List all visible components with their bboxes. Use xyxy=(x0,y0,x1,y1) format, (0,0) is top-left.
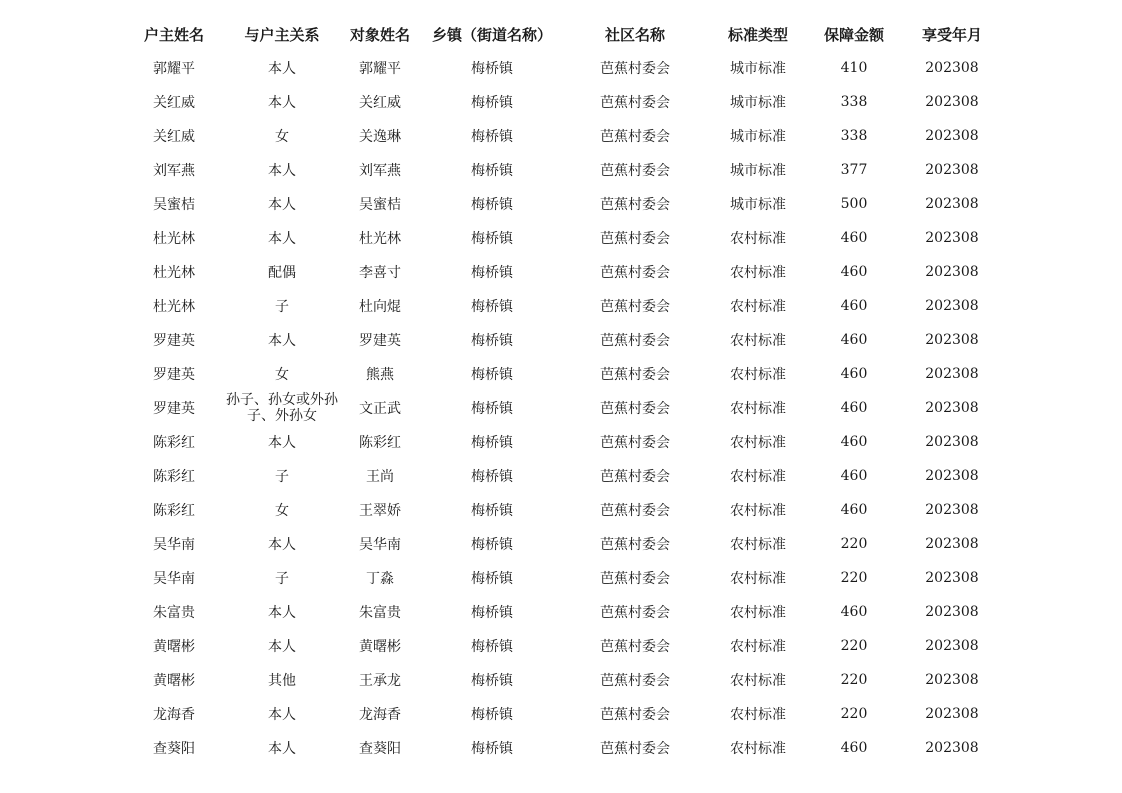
table-row xyxy=(120,731,1002,765)
community-cell: 芭蕉村委会 xyxy=(600,129,670,145)
community-cell: 芭蕉村委会 xyxy=(600,61,670,77)
relationship-cell: 本人 xyxy=(268,537,296,553)
recipient-name-cell: 朱富贵 xyxy=(359,605,401,621)
recipient-name-cell: 杜向焜 xyxy=(359,299,401,315)
table-row xyxy=(120,391,1002,425)
township-cell: 梅桥镇 xyxy=(471,231,513,247)
standard-type-cell: 农村标准 xyxy=(730,503,786,519)
standard-type-cell: 农村标准 xyxy=(730,741,786,757)
allowance-amount-cell: 460 xyxy=(840,298,868,314)
standard-type-cell: 城市标准 xyxy=(730,197,786,213)
header-household-head-name: 户主姓名 xyxy=(143,25,204,44)
standard-type-cell: 农村标准 xyxy=(730,639,786,655)
standard-type-cell: 农村标准 xyxy=(730,401,786,417)
allowance-amount-cell: 220 xyxy=(840,706,868,722)
benefit-month-cell: 202308 xyxy=(925,94,979,110)
allowance-amount-cell: 460 xyxy=(840,230,868,246)
allowance-amount-cell: 460 xyxy=(840,604,868,620)
table-row xyxy=(120,255,1002,289)
relationship-cell: 配偶 xyxy=(268,265,296,281)
community-cell: 芭蕉村委会 xyxy=(600,333,670,349)
recipient-name-cell: 刘军燕 xyxy=(359,163,401,179)
relationship-cell: 本人 xyxy=(268,707,296,723)
community-cell: 芭蕉村委会 xyxy=(600,265,670,281)
benefit-month-cell: 202308 xyxy=(925,332,979,348)
table-row xyxy=(120,187,1002,221)
township-cell: 梅桥镇 xyxy=(471,673,513,689)
township-cell: 梅桥镇 xyxy=(471,129,513,145)
community-cell: 芭蕉村委会 xyxy=(600,673,670,689)
standard-type-cell: 农村标准 xyxy=(730,537,786,553)
relationship-cell: 女 xyxy=(275,367,289,383)
allowance-amount-cell: 220 xyxy=(840,536,868,552)
township-cell: 梅桥镇 xyxy=(471,95,513,111)
benefit-month-cell: 202308 xyxy=(925,128,979,144)
benefit-month-cell: 202308 xyxy=(925,706,979,722)
standard-type-cell: 农村标准 xyxy=(730,673,786,689)
household-head-name-cell: 陈彩红 xyxy=(153,435,195,451)
standard-type-cell: 农村标准 xyxy=(730,299,786,315)
table-row xyxy=(120,697,1002,731)
allowance-amount-cell: 460 xyxy=(840,264,868,280)
allowance-amount-cell: 338 xyxy=(840,128,868,144)
household-head-name-cell: 黄曙彬 xyxy=(153,639,195,655)
benefit-month-cell: 202308 xyxy=(925,502,979,518)
community-cell: 芭蕉村委会 xyxy=(600,605,670,621)
table-row xyxy=(120,493,1002,527)
community-cell: 芭蕉村委会 xyxy=(600,707,670,723)
table-row xyxy=(120,425,1002,459)
table-row xyxy=(120,323,1002,357)
allowance-amount-cell: 460 xyxy=(840,434,868,450)
household-head-name-cell: 罗建英 xyxy=(153,333,195,349)
benefit-month-cell: 202308 xyxy=(925,672,979,688)
community-cell: 芭蕉村委会 xyxy=(600,639,670,655)
allowance-amount-cell: 410 xyxy=(840,60,868,76)
recipient-name-cell: 陈彩红 xyxy=(359,435,401,451)
allowance-table xyxy=(120,17,1002,765)
allowance-amount-cell: 460 xyxy=(840,366,868,382)
benefit-month-cell: 202308 xyxy=(925,604,979,620)
township-cell: 梅桥镇 xyxy=(471,537,513,553)
township-cell: 梅桥镇 xyxy=(471,163,513,179)
benefit-month-cell: 202308 xyxy=(925,230,979,246)
benefit-month-cell: 202308 xyxy=(925,536,979,552)
household-head-name-cell: 关红威 xyxy=(153,129,195,145)
relationship-cell: 本人 xyxy=(268,639,296,655)
household-head-name-cell: 龙海香 xyxy=(153,707,195,723)
household-head-name-cell: 朱富贵 xyxy=(153,605,195,621)
household-head-name-cell: 杜光林 xyxy=(153,299,195,315)
household-head-name-cell: 吴华南 xyxy=(153,571,195,587)
allowance-amount-cell: 460 xyxy=(840,502,868,518)
header-relationship: 与户主关系 xyxy=(244,25,320,44)
header-standard-type: 标准类型 xyxy=(727,25,788,44)
recipient-name-cell: 王承龙 xyxy=(359,673,401,689)
header-allowance-amount: 保障金额 xyxy=(823,25,884,44)
allowance-amount-cell: 338 xyxy=(840,94,868,110)
recipient-name-cell: 关红威 xyxy=(359,95,401,111)
table-row xyxy=(120,459,1002,493)
table-row xyxy=(120,85,1002,119)
table-row xyxy=(120,51,1002,85)
household-head-name-cell: 杜光林 xyxy=(153,231,195,247)
benefit-month-cell: 202308 xyxy=(925,740,979,756)
standard-type-cell: 城市标准 xyxy=(730,163,786,179)
allowance-amount-cell: 500 xyxy=(840,196,868,212)
benefit-month-cell: 202308 xyxy=(925,468,979,484)
township-cell: 梅桥镇 xyxy=(471,605,513,621)
allowance-amount-cell: 460 xyxy=(840,740,868,756)
benefit-month-cell: 202308 xyxy=(925,196,979,212)
community-cell: 芭蕉村委会 xyxy=(600,95,670,111)
header-row xyxy=(120,17,1002,51)
recipient-name-cell: 关逸琳 xyxy=(359,129,401,145)
benefit-month-cell: 202308 xyxy=(925,366,979,382)
community-cell: 芭蕉村委会 xyxy=(600,503,670,519)
household-head-name-cell: 查葵阳 xyxy=(153,741,195,757)
benefit-month-cell: 202308 xyxy=(925,638,979,654)
header-recipient-name: 对象姓名 xyxy=(349,25,410,44)
header-township: 乡镇（街道名称） xyxy=(431,25,552,44)
allowance-amount-cell: 220 xyxy=(840,672,868,688)
benefit-month-cell: 202308 xyxy=(925,264,979,280)
recipient-name-cell: 王尚 xyxy=(366,469,394,485)
household-head-name-cell: 吴蜜桔 xyxy=(153,197,195,213)
table-row xyxy=(120,527,1002,561)
recipient-name-cell: 丁淼 xyxy=(366,571,394,587)
recipient-name-cell: 龙海香 xyxy=(359,707,401,723)
recipient-name-cell: 郭耀平 xyxy=(359,61,401,77)
township-cell: 梅桥镇 xyxy=(471,639,513,655)
standard-type-cell: 农村标准 xyxy=(730,333,786,349)
relationship-cell: 子 xyxy=(275,299,289,315)
household-head-name-cell: 罗建英 xyxy=(153,401,195,417)
relationship-cell: 女 xyxy=(275,129,289,145)
relationship-cell: 本人 xyxy=(268,231,296,247)
household-head-name-cell: 杜光林 xyxy=(153,265,195,281)
relationship-cell: 本人 xyxy=(268,61,296,77)
relationship-cell: 本人 xyxy=(268,435,296,451)
household-head-name-cell: 郭耀平 xyxy=(153,61,195,77)
community-cell: 芭蕉村委会 xyxy=(600,401,670,417)
township-cell: 梅桥镇 xyxy=(471,197,513,213)
standard-type-cell: 农村标准 xyxy=(730,605,786,621)
table-body xyxy=(120,51,1002,765)
benefit-month-cell: 202308 xyxy=(925,60,979,76)
standard-type-cell: 农村标准 xyxy=(730,571,786,587)
township-cell: 梅桥镇 xyxy=(471,333,513,349)
recipient-name-cell: 吴蜜桔 xyxy=(359,197,401,213)
recipient-name-cell: 查葵阳 xyxy=(359,741,401,757)
allowance-amount-cell: 220 xyxy=(840,570,868,586)
relationship-cell: 本人 xyxy=(268,95,296,111)
township-cell: 梅桥镇 xyxy=(471,367,513,383)
relationship-cell: 女 xyxy=(275,503,289,519)
allowance-amount-cell: 460 xyxy=(840,400,868,416)
community-cell: 芭蕉村委会 xyxy=(600,231,670,247)
recipient-name-cell: 熊燕 xyxy=(366,367,394,383)
allowance-amount-cell: 460 xyxy=(840,468,868,484)
household-head-name-cell: 关红威 xyxy=(153,95,195,111)
subsistence-allowance-sheet xyxy=(120,17,1002,765)
standard-type-cell: 城市标准 xyxy=(730,61,786,77)
table-row xyxy=(120,595,1002,629)
relationship-cell: 本人 xyxy=(268,333,296,349)
relationship-cell: 子 xyxy=(275,571,289,587)
recipient-name-cell: 黄曙彬 xyxy=(359,639,401,655)
community-cell: 芭蕉村委会 xyxy=(600,571,670,587)
relationship-cell xyxy=(228,391,336,425)
benefit-month-cell: 202308 xyxy=(925,570,979,586)
household-head-name-cell: 吴华南 xyxy=(153,537,195,553)
table-row xyxy=(120,119,1002,153)
header-benefit-month: 享受年月 xyxy=(921,25,982,44)
household-head-name-cell: 黄曙彬 xyxy=(153,673,195,689)
household-head-name-cell: 陈彩红 xyxy=(153,503,195,519)
standard-type-cell: 农村标准 xyxy=(730,469,786,485)
community-cell: 芭蕉村委会 xyxy=(600,435,670,451)
benefit-month-cell: 202308 xyxy=(925,400,979,416)
township-cell: 梅桥镇 xyxy=(471,61,513,77)
benefit-month-cell: 202308 xyxy=(925,298,979,314)
community-cell: 芭蕉村委会 xyxy=(600,197,670,213)
community-cell: 芭蕉村委会 xyxy=(600,537,670,553)
township-cell: 梅桥镇 xyxy=(471,741,513,757)
allowance-amount-cell: 220 xyxy=(840,638,868,654)
township-cell: 梅桥镇 xyxy=(471,503,513,519)
relationship-text: 孙子、孙女或外孙子、外孙女 xyxy=(226,392,338,424)
relationship-cell: 子 xyxy=(275,469,289,485)
relationship-cell: 本人 xyxy=(268,197,296,213)
standard-type-cell: 农村标准 xyxy=(730,265,786,281)
township-cell: 梅桥镇 xyxy=(471,707,513,723)
standard-type-cell: 城市标准 xyxy=(730,129,786,145)
benefit-month-cell: 202308 xyxy=(925,434,979,450)
table-row xyxy=(120,663,1002,697)
township-cell: 梅桥镇 xyxy=(471,401,513,417)
recipient-name-cell: 文正武 xyxy=(359,401,401,417)
table-row xyxy=(120,289,1002,323)
standard-type-cell: 城市标准 xyxy=(730,95,786,111)
table-row xyxy=(120,561,1002,595)
community-cell: 芭蕉村委会 xyxy=(600,367,670,383)
standard-type-cell: 农村标准 xyxy=(730,231,786,247)
standard-type-cell: 农村标准 xyxy=(730,367,786,383)
township-cell: 梅桥镇 xyxy=(471,571,513,587)
relationship-cell: 其他 xyxy=(268,673,296,689)
relationship-cell: 本人 xyxy=(268,163,296,179)
recipient-name-cell: 王翠娇 xyxy=(359,503,401,519)
community-cell: 芭蕉村委会 xyxy=(600,469,670,485)
community-cell: 芭蕉村委会 xyxy=(600,163,670,179)
recipient-name-cell: 吴华南 xyxy=(359,537,401,553)
township-cell: 梅桥镇 xyxy=(471,469,513,485)
township-cell: 梅桥镇 xyxy=(471,299,513,315)
recipient-name-cell: 李喜寸 xyxy=(359,265,401,281)
allowance-amount-cell: 460 xyxy=(840,332,868,348)
community-cell: 芭蕉村委会 xyxy=(600,741,670,757)
table-row xyxy=(120,629,1002,663)
household-head-name-cell: 陈彩红 xyxy=(153,469,195,485)
allowance-amount-cell: 377 xyxy=(840,162,868,178)
household-head-name-cell: 刘军燕 xyxy=(153,163,195,179)
table-row xyxy=(120,357,1002,391)
household-head-name-cell: 罗建英 xyxy=(153,367,195,383)
relationship-cell: 本人 xyxy=(268,605,296,621)
benefit-month-cell: 202308 xyxy=(925,162,979,178)
table-row xyxy=(120,221,1002,255)
recipient-name-cell: 杜光林 xyxy=(359,231,401,247)
recipient-name-cell: 罗建英 xyxy=(359,333,401,349)
standard-type-cell: 农村标准 xyxy=(730,707,786,723)
township-cell: 梅桥镇 xyxy=(471,435,513,451)
standard-type-cell: 农村标准 xyxy=(730,435,786,451)
table-row xyxy=(120,153,1002,187)
community-cell: 芭蕉村委会 xyxy=(600,299,670,315)
header-community: 社区名称 xyxy=(604,25,665,44)
township-cell: 梅桥镇 xyxy=(471,265,513,281)
relationship-cell: 本人 xyxy=(268,741,296,757)
